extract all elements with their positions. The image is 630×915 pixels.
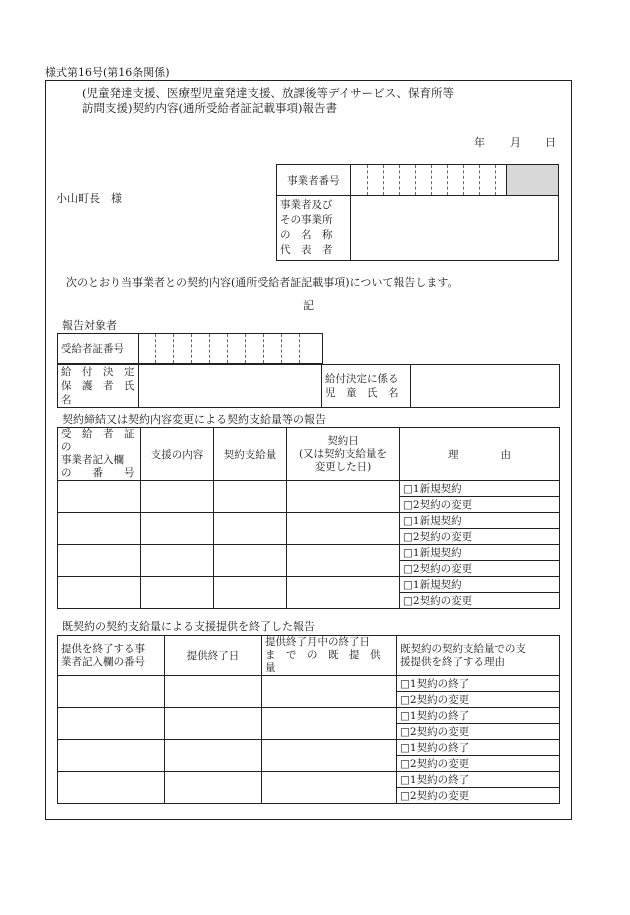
provider-name-label: 事業者及び その事業所 の 名 称 代 表 者 <box>277 196 351 261</box>
target-heading: 報告対象者 <box>62 319 117 332</box>
termination-header-end-date: 提供終了日 <box>165 636 262 676</box>
ki-mark: 記 <box>303 299 314 312</box>
option-new-contract[interactable]: □1新規契約 <box>400 481 560 497</box>
termination-cell[interactable] <box>262 708 397 740</box>
option-new-contract[interactable]: □1新規契約 <box>400 513 560 529</box>
addressee: 小山町長 様 <box>56 192 122 205</box>
termination-cell[interactable] <box>58 676 165 708</box>
target-names-table <box>57 364 560 408</box>
termination-cell[interactable] <box>165 708 262 740</box>
contract-cell[interactable] <box>287 481 400 513</box>
provider-number-label: 事業者番号 <box>277 165 351 196</box>
contract-cell[interactable] <box>141 545 214 577</box>
contract-cell[interactable] <box>287 577 400 609</box>
guardian-name-field[interactable] <box>139 365 322 408</box>
contract-cell[interactable] <box>58 577 141 609</box>
contract-cell[interactable] <box>214 513 287 545</box>
contract-cell[interactable] <box>141 577 214 609</box>
contract-cell[interactable] <box>141 513 214 545</box>
option-contract-change[interactable]: □2契約の変更 <box>400 529 560 545</box>
contract-section-heading: 契約締結又は契約内容変更による契約支給量等の報告 <box>62 413 326 426</box>
contract-cell[interactable] <box>141 481 214 513</box>
form-title-line2: 訪問支援)契約内容(通所受給者証記載事項)報告書 <box>82 101 337 115</box>
provider-number-shaded-cell <box>507 165 559 196</box>
termination-cell[interactable] <box>262 740 397 772</box>
provider-table <box>276 164 559 261</box>
contract-header-amount: 契約支給量 <box>214 428 287 481</box>
termination-header-reason: 既契約の契約支給量での支 援提供を終了する理由 <box>397 636 560 676</box>
contract-header-number: 受 給 者 証 の 事業者記入欄 の 番 号 <box>58 428 141 481</box>
option-contract-change[interactable]: □2契約の変更 <box>397 692 560 708</box>
option-contract-change[interactable]: □2契約の変更 <box>397 756 560 772</box>
termination-section-heading: 既契約の契約支給量による支援提供を終了した報告 <box>62 620 315 633</box>
option-new-contract[interactable]: □1新規契約 <box>400 545 560 561</box>
option-contract-end[interactable]: □1契約の終了 <box>397 772 560 788</box>
contract-header-reason: 理 由 <box>400 428 560 481</box>
cert-number-boxes[interactable] <box>139 334 323 364</box>
contract-cell[interactable] <box>58 481 141 513</box>
option-contract-change[interactable]: □2契約の変更 <box>400 561 560 577</box>
cert-number-label: 受給者証番号 <box>58 334 139 364</box>
contract-cell[interactable] <box>214 545 287 577</box>
termination-cell[interactable] <box>58 772 165 804</box>
provider-number-boxes[interactable] <box>350 165 507 196</box>
date-day: 日 <box>545 136 556 149</box>
contract-cell[interactable] <box>58 513 141 545</box>
termination-cell[interactable] <box>262 772 397 804</box>
termination-header-provided: 提供終了月中の終了日 ま で の 既 提 供 量 <box>262 636 397 676</box>
contract-header-support: 支援の内容 <box>141 428 214 481</box>
contract-cell[interactable] <box>287 513 400 545</box>
option-contract-end[interactable]: □1契約の終了 <box>397 676 560 692</box>
termination-cell[interactable] <box>165 740 262 772</box>
termination-header-number: 提供を終了する事 業者記入欄の番号 <box>58 636 165 676</box>
option-contract-change[interactable]: □2契約の変更 <box>397 788 560 804</box>
provider-name-field[interactable] <box>350 196 558 261</box>
form-title-line1: (児童発達支援、医療型児童発達支援、放課後等デイサービス、保育所等 <box>82 86 455 100</box>
guardian-name-label: 給 付 決 定 保 護 者 氏 名 <box>58 365 139 408</box>
option-contract-change[interactable]: □2契約の変更 <box>397 724 560 740</box>
termination-cell[interactable] <box>58 708 165 740</box>
termination-cell[interactable] <box>58 740 165 772</box>
termination-cell[interactable] <box>165 676 262 708</box>
contract-header-date: 契約日 (又は契約支給量を 変更した日) <box>287 428 400 481</box>
contract-cell[interactable] <box>214 577 287 609</box>
child-name-label: 給付決定に係る 児 童 氏 名 <box>322 365 411 408</box>
termination-table <box>57 635 560 804</box>
option-contract-end[interactable]: □1契約の終了 <box>397 740 560 756</box>
target-cert-table <box>57 333 323 364</box>
contract-cell[interactable] <box>214 481 287 513</box>
option-contract-end[interactable]: □1契約の終了 <box>397 708 560 724</box>
form-number: 様式第16号(第16条関係) <box>45 66 170 79</box>
contract-cell[interactable] <box>58 545 141 577</box>
date-month: 月 <box>510 136 521 149</box>
option-new-contract[interactable]: □1新規契約 <box>400 577 560 593</box>
child-name-field[interactable] <box>411 365 560 408</box>
termination-cell[interactable] <box>262 676 397 708</box>
option-contract-change[interactable]: □2契約の変更 <box>400 593 560 609</box>
option-contract-change[interactable]: □2契約の変更 <box>400 497 560 513</box>
intro-text: 次のとおり当事業者との契約内容(通所受給者証記載事項)について報告します。 <box>66 276 459 289</box>
date-year: 年 <box>474 136 485 149</box>
contract-table <box>57 427 560 609</box>
contract-cell[interactable] <box>287 545 400 577</box>
termination-cell[interactable] <box>165 772 262 804</box>
